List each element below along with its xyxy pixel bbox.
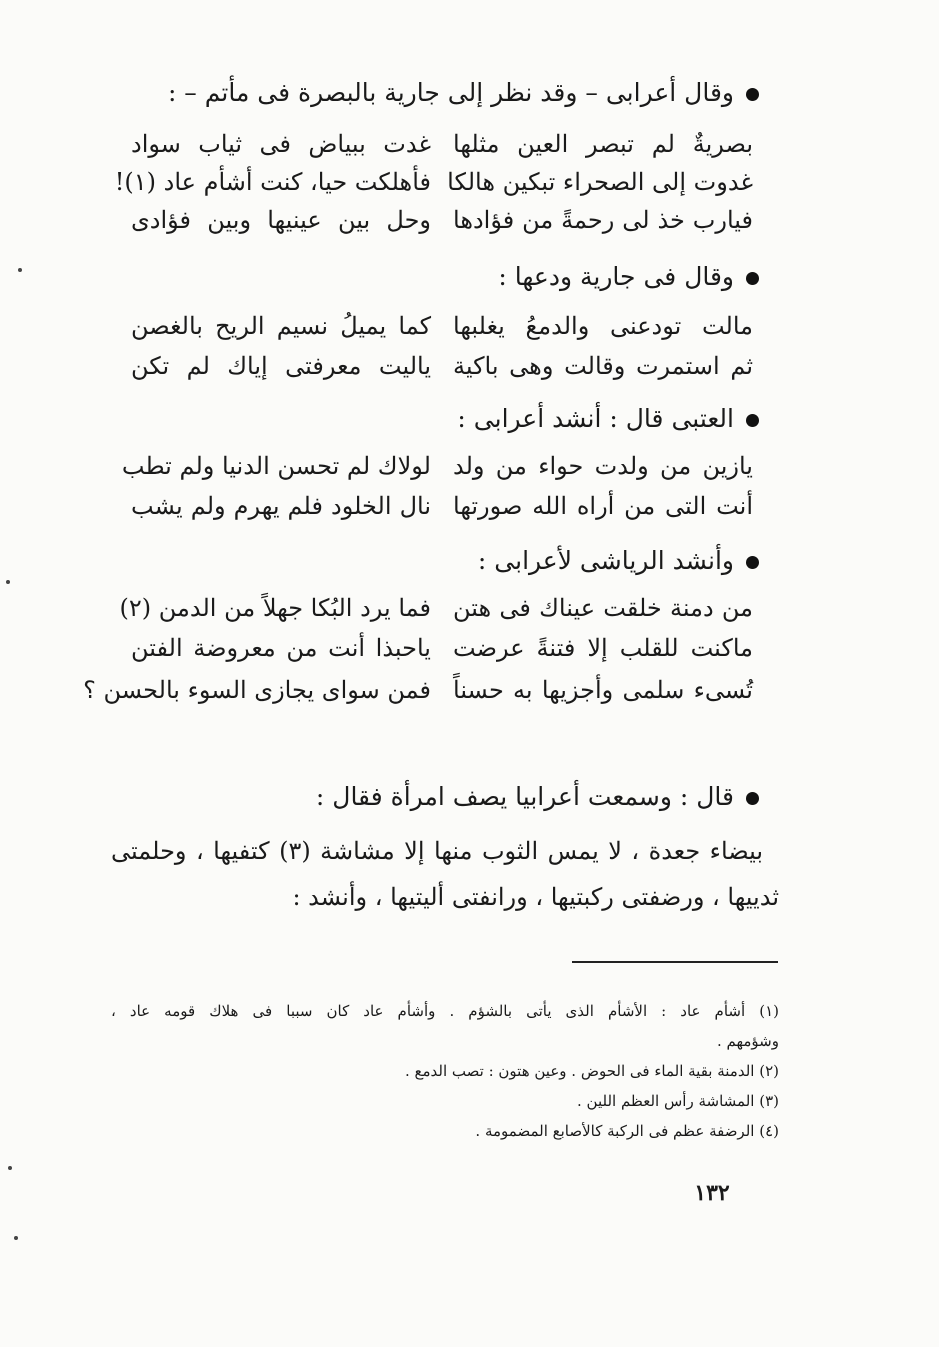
- bullet-icon: [746, 556, 759, 569]
- verse-second-hemistich: فأهلكت حيا، كنت أشأم عاد (١)!: [114, 168, 431, 196]
- scan-speck: [14, 1236, 18, 1240]
- heading-text: وقال فى جارية ودعها :: [498, 262, 734, 291]
- section-heading: [168, 78, 759, 107]
- verse-first-hemistich: مالت تودعنى والدمعُ يغلبها: [453, 312, 753, 340]
- verse-line: [119, 594, 753, 634]
- section-heading: [316, 782, 759, 811]
- footnote-continuation: وشؤمهم .: [716, 1032, 779, 1050]
- footnotes: [111, 996, 779, 1146]
- verse-first-hemistich: من دمنة خلقت عيناك فى هتن: [453, 594, 753, 622]
- verse-second-hemistich: لولاك لم تحسن الدنيا ولم تطب: [121, 452, 431, 480]
- verse-second-hemistich: فمن سواى يجازى السوء بالحسن ؟: [83, 676, 431, 704]
- page-number: ١٣٢: [694, 1180, 730, 1206]
- bullet-icon: [746, 414, 759, 427]
- footnote: (١) أشأم عاد : الأشأم الذى يأتى بالشؤم . وأشأم عاد كان سببا فى هلاك قومه عاد ،: [111, 1002, 779, 1020]
- prose-line: ثدييها ، ورضفتى ركبتيها ، ورانفتى أليتيها ، وأنشد :: [292, 883, 779, 911]
- verse-second-hemistich: غدت ببياض فى ثياب سواد: [131, 130, 431, 158]
- scan-speck: [18, 268, 22, 272]
- prose-paragraph: [111, 828, 779, 920]
- verse-line: [131, 492, 753, 532]
- verse-second-hemistich: ياليت معرفتى إياك لم تكن: [131, 352, 431, 380]
- bullet-icon: [746, 792, 759, 805]
- footnote: (٢) الدمنة بقية الماء فى الحوض . وعين هتون : تصب الدمع .: [404, 1062, 779, 1080]
- verse-second-hemistich: وحل بين عينيها وبين فؤادى: [131, 206, 431, 234]
- verse-first-hemistich: ثم استمرت وقالت وهى باكية: [453, 352, 753, 380]
- verse-line: [131, 312, 753, 352]
- section-heading: [498, 262, 759, 291]
- verse-first-hemistich: ماكنت للقلب إلا فتنةً عرضت: [453, 634, 753, 662]
- verse-line: [114, 168, 753, 208]
- verse-second-hemistich: فما يرد البُكا جهلاً من الدمن (٢): [119, 594, 431, 622]
- section-heading: [478, 546, 759, 575]
- verse-first-hemistich: أنت التى من أراه الله صورتها: [453, 492, 753, 520]
- bullet-icon: [746, 272, 759, 285]
- verse-first-hemistich: غدوت إلى الصحراء تبكين هالكا: [447, 168, 753, 196]
- verse-second-hemistich: نال الخلود فلم يهرم ولم يشب: [131, 492, 431, 520]
- verse-line: [131, 130, 753, 170]
- verse-line: [131, 206, 753, 246]
- footnote: (٤) الرضفة عظم فى الركبة كالأصابع المضمومة .: [475, 1122, 779, 1140]
- verse-line: [131, 634, 753, 674]
- verse-first-hemistich: فيارب خذ لى رحمةً من فؤادها: [453, 206, 753, 234]
- heading-text: وقال أعرابى – وقد نظر إلى جارية بالبصرة فى مأتم – :: [167, 78, 734, 107]
- verse-line: [131, 352, 753, 392]
- bullet-icon: [746, 88, 759, 101]
- verse-line: [83, 676, 753, 716]
- heading-text: قال : وسمعت أعرابيا يصف امرأة فقال :: [315, 782, 734, 811]
- heading-text: وأنشد الرياشى لأعرابى :: [477, 546, 734, 575]
- prose-line: بيضاء جعدة ، لا يمس الثوب منها إلا مشاشة (٣) كتفيها ، وحلمتى: [111, 837, 763, 865]
- verse-line: [121, 452, 753, 492]
- verse-first-hemistich: يازين من ولدت حواء من ولد: [453, 452, 753, 480]
- footnote-divider: [572, 961, 778, 963]
- verse-first-hemistich: بصريةٌ لم تبصر العين مثلها: [453, 130, 753, 158]
- footnote: (٣) المشاشة رأس العظم اللين .: [577, 1092, 779, 1110]
- section-heading: [457, 404, 759, 433]
- verse-first-hemistich: تُسىء سلمى وأجزيها به حسناً: [453, 676, 753, 704]
- verse-second-hemistich: كما يميلُ نسيم الريح بالغصن: [131, 312, 431, 340]
- verse-second-hemistich: ياحبذا أنت من معروضة الفتن: [131, 634, 431, 662]
- heading-text: العتبى قال : أنشد أعرابى :: [457, 404, 734, 433]
- scan-speck: [6, 580, 10, 584]
- scan-speck: [8, 1166, 12, 1170]
